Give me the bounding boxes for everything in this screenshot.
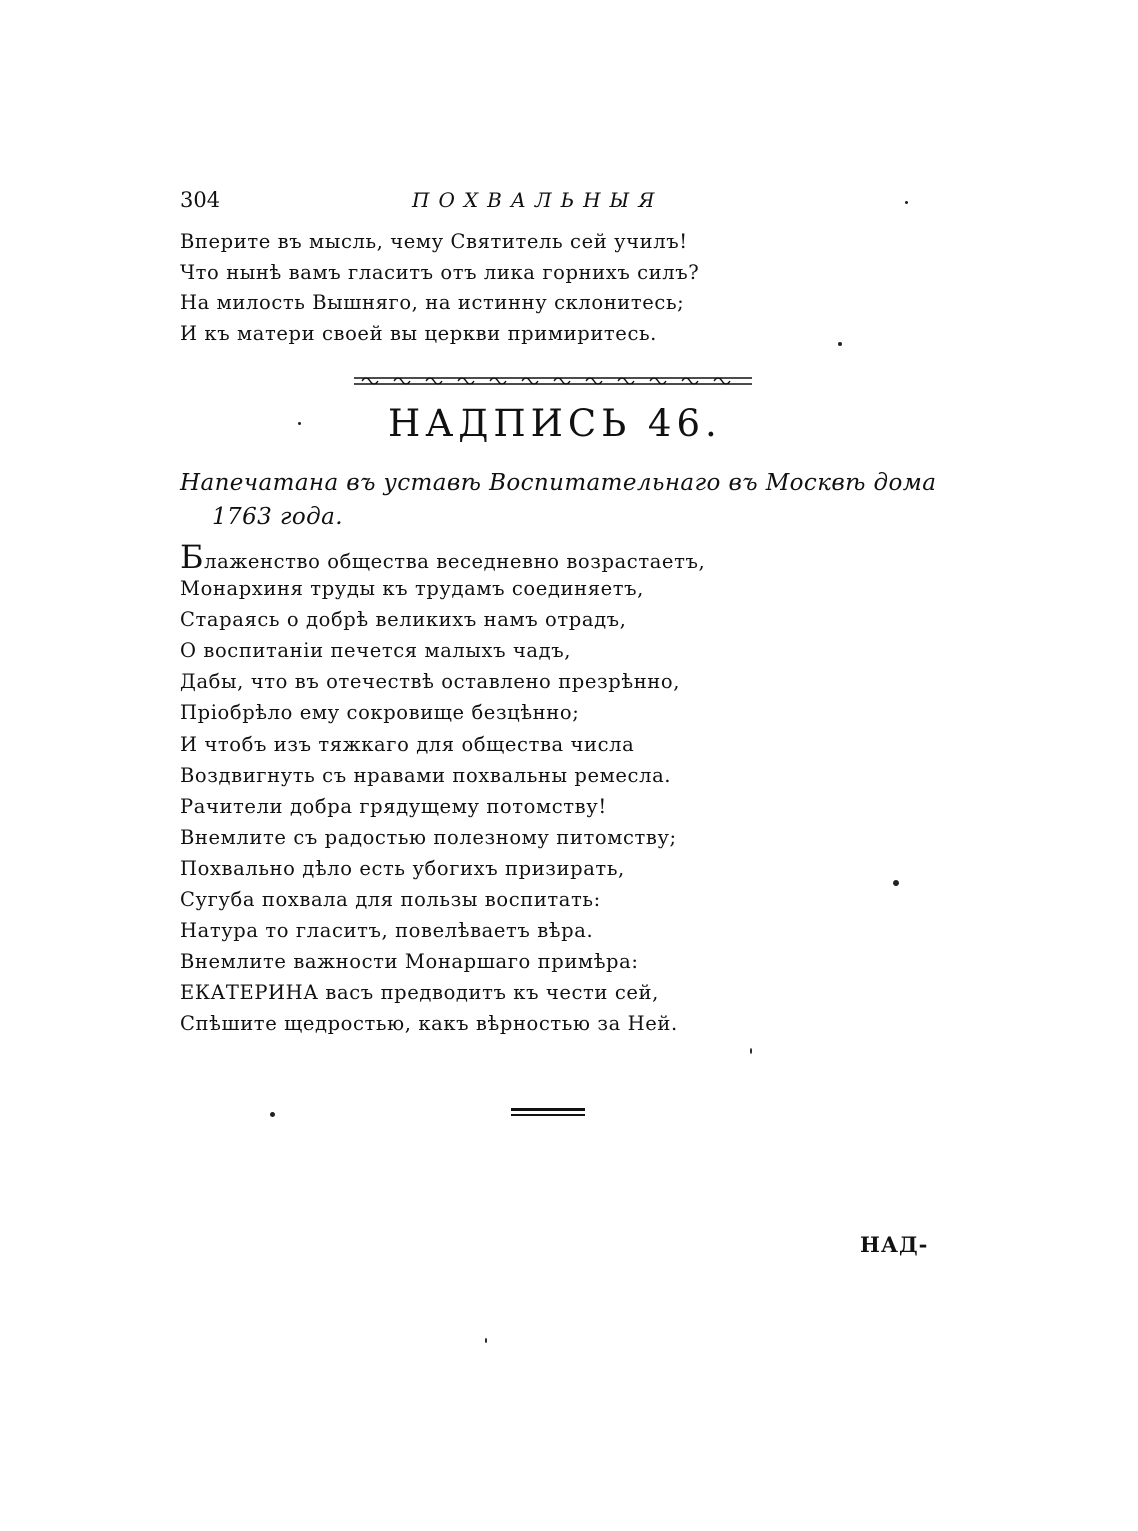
ink-speck bbox=[270, 1112, 275, 1117]
ink-speck bbox=[838, 342, 842, 346]
page-header bbox=[180, 188, 740, 218]
catchword: НАД- bbox=[860, 1232, 929, 1257]
verse-line: Похвально дѣло есть убогихъ призирать, bbox=[180, 856, 625, 880]
inscription-subtitle bbox=[180, 466, 960, 534]
verse-line bbox=[180, 538, 800, 576]
verse-line: На милость Вышняго, на истинну склонитесь; bbox=[180, 291, 685, 315]
page-number: 304 bbox=[180, 188, 221, 212]
main-verse bbox=[180, 538, 800, 1071]
ink-speck bbox=[298, 422, 301, 425]
verse-line: Внемлите съ радостью полезному питомству; bbox=[180, 825, 677, 849]
verse-line: И къ матери своей вы церкви примиритесь. bbox=[180, 321, 657, 345]
ornamental-divider bbox=[354, 374, 752, 388]
verse-line: Что нынѣ вамъ гласитъ отъ лика горнихъ силъ? bbox=[180, 260, 700, 284]
verse-line: Вперите въ мысль, чему Святитель сей училъ! bbox=[180, 230, 688, 253]
ink-speck bbox=[485, 1338, 487, 1343]
verse-line: Рачители добра грядущему потомству! bbox=[180, 794, 607, 818]
verse-text: лаженство общества веседневно возрастаетъ, bbox=[204, 550, 706, 573]
subtitle-line: Напечатана въ уставѣ Воспитательнаго въ Москвѣ дома bbox=[180, 470, 937, 496]
verse-line bbox=[180, 1040, 800, 1071]
verse-line: Воздвигнуть съ нравами похвальны ремесла. bbox=[180, 763, 672, 787]
verse-line: Монархиня труды къ трудамъ соединяетъ, bbox=[180, 577, 644, 601]
inscription-title: НАДПИСЬ 46. bbox=[388, 402, 722, 445]
verse-line: Дабы, что въ отечествѣ оставлено презрѣнно, bbox=[180, 670, 681, 694]
verse-line: О воспитанiи печется малыхъ чадъ, bbox=[180, 639, 572, 663]
verse-line: Спѣшите щедростью, какъ вѣрностью за Ней. bbox=[180, 1012, 678, 1036]
verse-line: Натура то гласитъ, повелѣваетъ вѣра. bbox=[180, 919, 594, 943]
end-rule bbox=[511, 1108, 585, 1118]
verse-line: Прiобрѣло ему сокровище безцѣнно; bbox=[180, 701, 580, 725]
running-head: ПОХВАЛЬНЫЯ bbox=[412, 188, 664, 212]
ink-speck bbox=[905, 201, 908, 204]
top-verse bbox=[180, 227, 800, 349]
ink-speck bbox=[750, 1048, 752, 1054]
subtitle-line: 1763 года. bbox=[212, 504, 343, 530]
drop-initial: Б bbox=[180, 538, 205, 576]
verse-line: И чтобъ изъ тяжкаго для общества числа bbox=[180, 732, 635, 756]
verse-line: ЕКАТЕРИНА васъ предводитъ къ чести сей, bbox=[180, 981, 659, 1005]
verse-line: Внемлите важности Монаршаго примѣра: bbox=[180, 950, 639, 974]
verse-line: Стараясь о добрѣ великихъ намъ отрадъ, bbox=[180, 608, 627, 632]
verse-line: Сугуба похвала для пользы воспитать: bbox=[180, 888, 601, 912]
ink-speck bbox=[893, 880, 899, 886]
